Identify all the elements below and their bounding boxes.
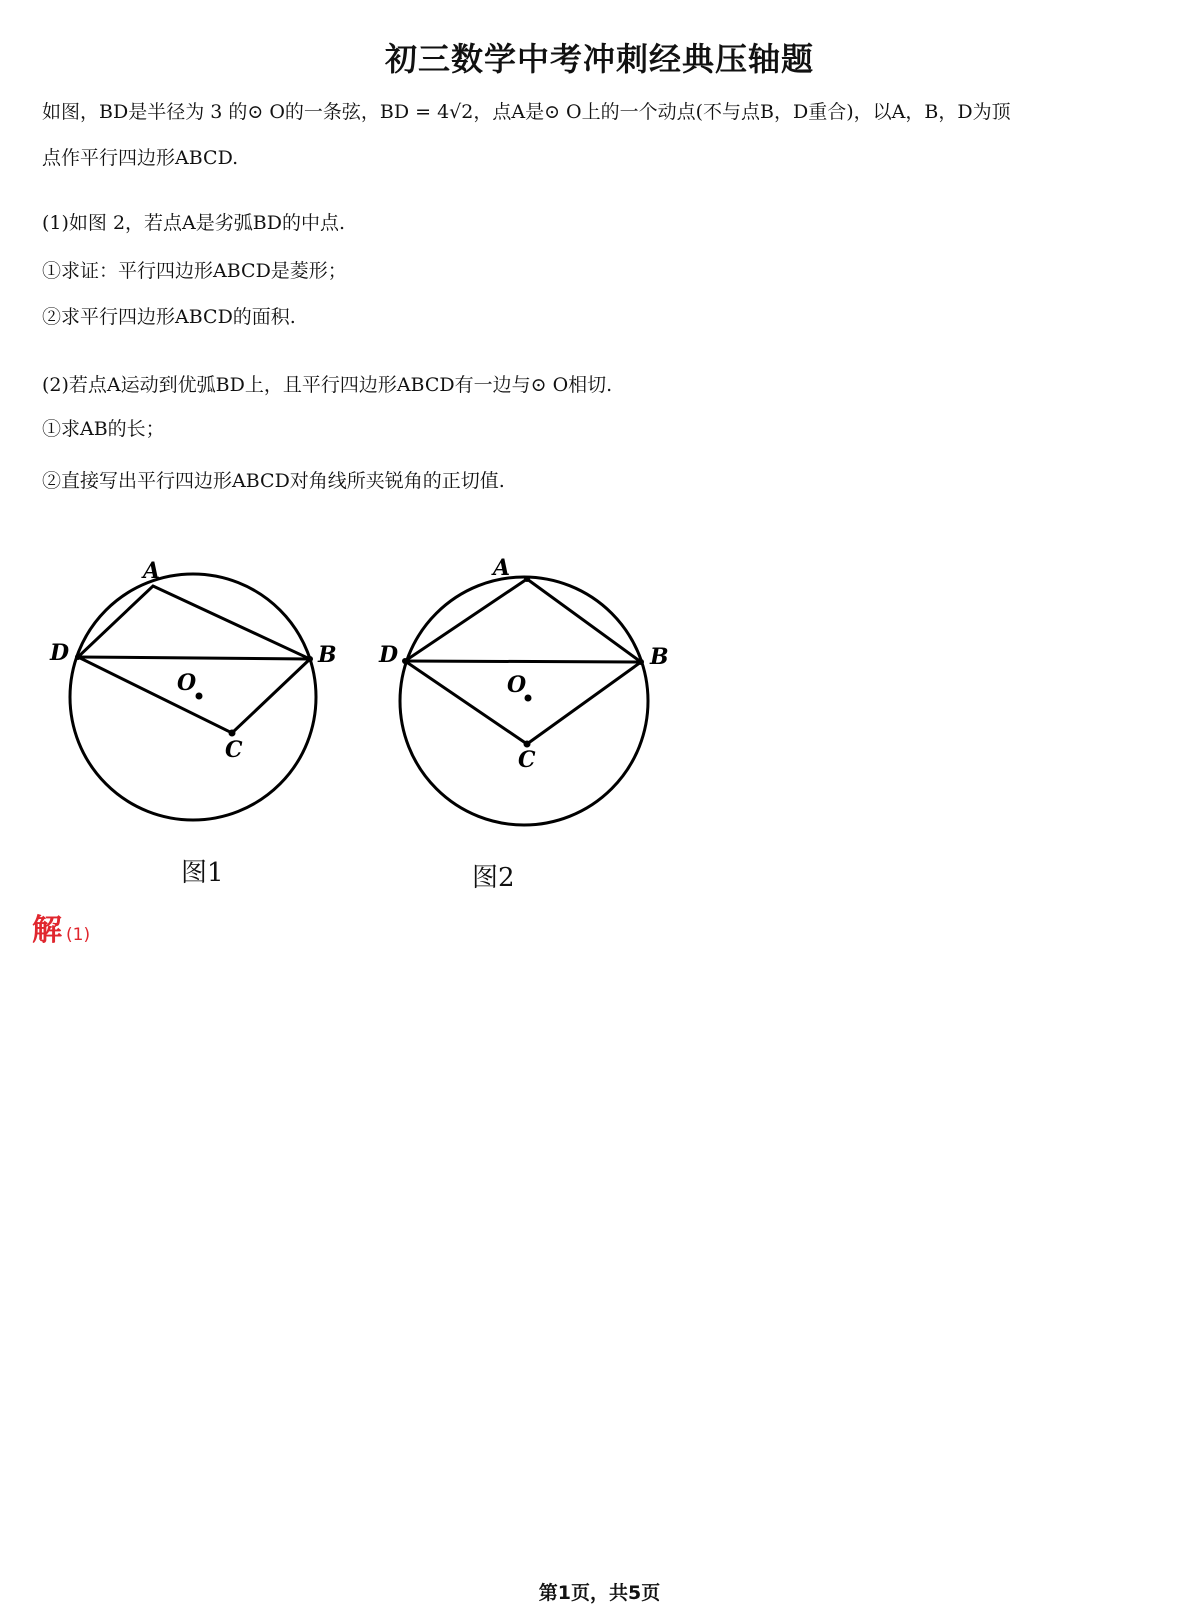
- answer-part: (1): [66, 925, 91, 945]
- figure-1-point-d: [75, 654, 81, 660]
- figure-2-chord-bd: [405, 661, 641, 662]
- figure-1-label-a: A: [143, 558, 161, 584]
- figure-2-circle: [400, 577, 648, 825]
- figure-1-label-d: D: [50, 640, 70, 666]
- figure-2-label-c: C: [518, 747, 536, 773]
- figure-1-label-b: B: [318, 642, 337, 668]
- page-title: 初三数学中考冲刺经典压轴题: [384, 40, 814, 78]
- figure-2: [400, 577, 648, 825]
- figure-1-point-c: [229, 730, 236, 737]
- figure-1-circle: [70, 574, 316, 820]
- figure-2-label-d: D: [379, 642, 399, 668]
- handwritten-answer: [32, 905, 90, 949]
- figure-2-caption: 图2: [472, 863, 515, 893]
- problem-intro-line2: 点作平行四边形ABCD.: [42, 147, 239, 169]
- figure-1-chord-bd: [78, 657, 310, 659]
- figure-1-point-b: [307, 656, 313, 662]
- part2-subquestion-b: ②直接写出平行四边形ABCD对角线所夹锐角的正切值.: [42, 470, 505, 492]
- part1-question: (1)如图 2，若点A是劣弧BD的中点.: [42, 212, 345, 234]
- part2-subquestion-a: ①求AB的长；: [42, 418, 165, 440]
- problem-intro-line1: 如图，BD是半径为 3 的⊙ O的一条弦，BD = 4√2，点A是⊙ O上的一个动点(不与点B，D重合)，以A，B，D为顶: [42, 101, 1011, 123]
- part1-subquestion-b: ②求平行四边形ABCD的面积.: [42, 306, 296, 328]
- figure-1-caption: 图1: [181, 858, 224, 888]
- part2-question: (2)若点A运动到优弧BD上，且平行四边形ABCD有一边与⊙ O相切.: [42, 374, 613, 396]
- answer-label: 解: [32, 913, 62, 948]
- figure-1: [70, 574, 316, 820]
- figure-2-label-b: B: [650, 644, 669, 670]
- geometry-figures: [0, 540, 720, 850]
- page-footer: 第1页，共5页: [538, 1582, 661, 1604]
- part1-subquestion-a: ①求证：平行四边形ABCD是菱形；: [42, 260, 347, 282]
- figure-1-label-c: C: [225, 737, 243, 763]
- figure-2-point-d: [402, 658, 408, 664]
- figure-2-point-b: [638, 659, 644, 665]
- figure-2-label-a: A: [493, 555, 511, 581]
- figure-2-label-o: O: [507, 672, 527, 698]
- figure-1-label-o: O: [177, 670, 197, 696]
- figure-2-point-a: [524, 576, 530, 582]
- figure-1-point-o: [196, 693, 203, 700]
